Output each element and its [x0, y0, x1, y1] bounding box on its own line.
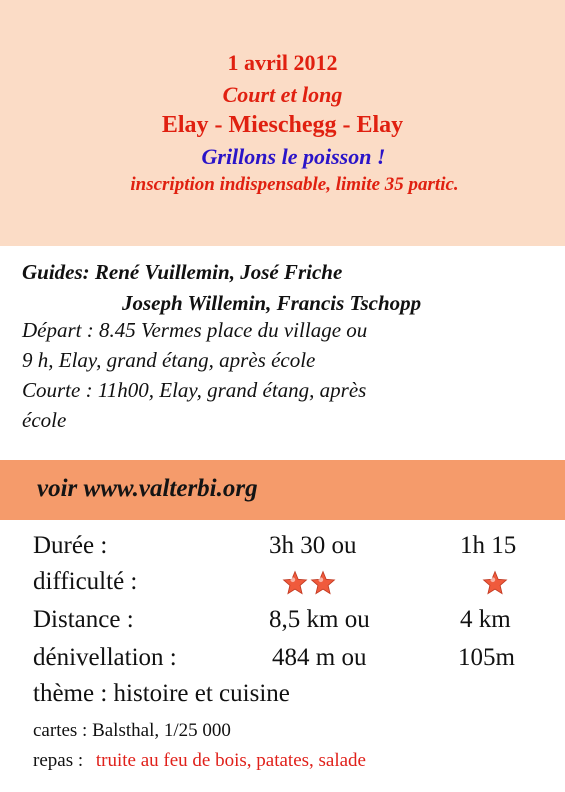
repas-label: repas : — [33, 750, 84, 771]
depart-line: Courte : 11h00, Elay, grand étang, après — [22, 378, 367, 402]
denivellation-long: 484 m ou — [272, 644, 367, 671]
duree-long: 3h 30 ou — [269, 532, 357, 559]
duree-label: Durée : — [33, 532, 108, 559]
event-route: Elay - Mieschegg - Elay — [161, 112, 404, 138]
star-icon — [310, 570, 336, 596]
star-icon — [482, 570, 508, 596]
website-link[interactable]: voir www.valterbi.org — [37, 475, 258, 502]
difficulte-row — [0, 568, 565, 604]
repas-row — [33, 750, 366, 772]
distance-label: Distance : — [33, 606, 134, 633]
star-icon — [282, 570, 308, 596]
guides-line-2: Joseph Willemin, Francis Tschopp — [122, 291, 422, 315]
event-header — [0, 0, 565, 246]
depart-line: Départ : 8.45 Vermes place du village ou — [22, 318, 368, 342]
denivellation-short: 105m — [458, 644, 515, 671]
depart-line: école — [22, 408, 67, 432]
distance-row — [0, 606, 565, 642]
event-motto: Grillons le poisson ! — [201, 144, 386, 169]
depart-line: 9 h, Elay, grand étang, après école — [22, 348, 316, 372]
theme-text: thème : histoire et cuisine — [33, 680, 290, 707]
denivellation-row — [0, 644, 565, 680]
difficulte-label: difficulté : — [33, 568, 138, 595]
website-banner — [0, 460, 565, 520]
event-subtitle: Court et long — [222, 82, 343, 107]
theme-row — [0, 680, 565, 716]
guides-section — [0, 246, 565, 458]
distance-long: 8,5 km ou — [269, 606, 370, 633]
inscription-note: inscription indispensable, limite 35 partic. — [130, 174, 459, 195]
distance-short: 4 km — [460, 606, 511, 633]
cartes-text: cartes : Balsthal, 1/25 000 — [33, 720, 231, 741]
duree-row — [0, 532, 565, 568]
details-section — [0, 520, 565, 792]
denivellation-label: dénivellation : — [33, 644, 177, 671]
event-date: 1 avril 2012 — [227, 50, 338, 75]
duree-short: 1h 15 — [460, 532, 517, 559]
guides-line-1: Guides: René Vuillemin, José Friche — [22, 260, 343, 284]
repas-value: truite au feu de bois, patates, salade — [95, 750, 366, 771]
